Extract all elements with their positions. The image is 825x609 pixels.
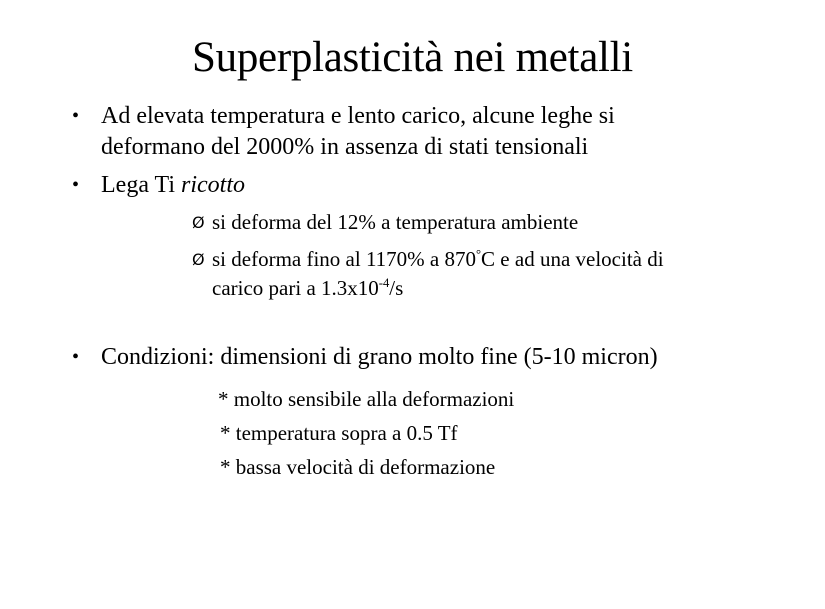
slide-title: Superplasticità nei metalli <box>192 34 633 81</box>
sub-point-high-temperature <box>192 245 752 303</box>
bullet-symbol: • <box>72 174 80 196</box>
sub-point-line <box>212 274 664 303</box>
condition-item: * bassa velocità di deformazione <box>220 455 496 479</box>
bullet-emphasis: ricotto <box>181 172 246 198</box>
sub-point-text <box>212 245 664 303</box>
bullet-high-temperature <box>72 101 772 163</box>
sub-point-text: si deforma del 12% a temperatura ambiente <box>212 210 579 234</box>
condition-item: * temperatura sopra a 0.5 Tf <box>220 421 458 445</box>
sub-point-fragment: carico pari a 1.3x10 <box>212 276 379 300</box>
bullet-prefix: Lega Ti <box>101 172 182 198</box>
arrow-bullet-icon: Ø <box>192 250 205 269</box>
bullet-ti-alloy <box>72 170 772 201</box>
degree-symbol: ° <box>476 246 482 261</box>
sub-point-fragment: C e ad una velocità di <box>481 247 664 271</box>
sub-point-fragment: /s <box>389 276 404 300</box>
bullet-line: Ad elevata temperatura e lento carico, alcune leghe si <box>101 103 615 129</box>
sub-point-room-temperature <box>192 208 752 237</box>
arrow-bullet-icon: Ø <box>192 213 205 232</box>
exponent: -4 <box>378 275 390 290</box>
sub-point-fragment: si deforma fino al 1170% a 870 <box>212 247 476 271</box>
bullet-text: Condizioni: dimensioni di grano molto fine (5-10 micron) <box>101 344 658 370</box>
bullet-symbol: • <box>72 105 80 127</box>
bullet-text <box>101 170 245 201</box>
bullet-line: deformano del 2000% in assenza di stati tensionali <box>101 134 589 160</box>
bullet-conditions <box>72 342 792 373</box>
sub-point-line <box>212 245 664 274</box>
condition-item: * molto sensibile alla deformazioni <box>218 387 515 411</box>
bullet-text <box>101 101 615 163</box>
bullet-symbol: • <box>72 346 80 368</box>
